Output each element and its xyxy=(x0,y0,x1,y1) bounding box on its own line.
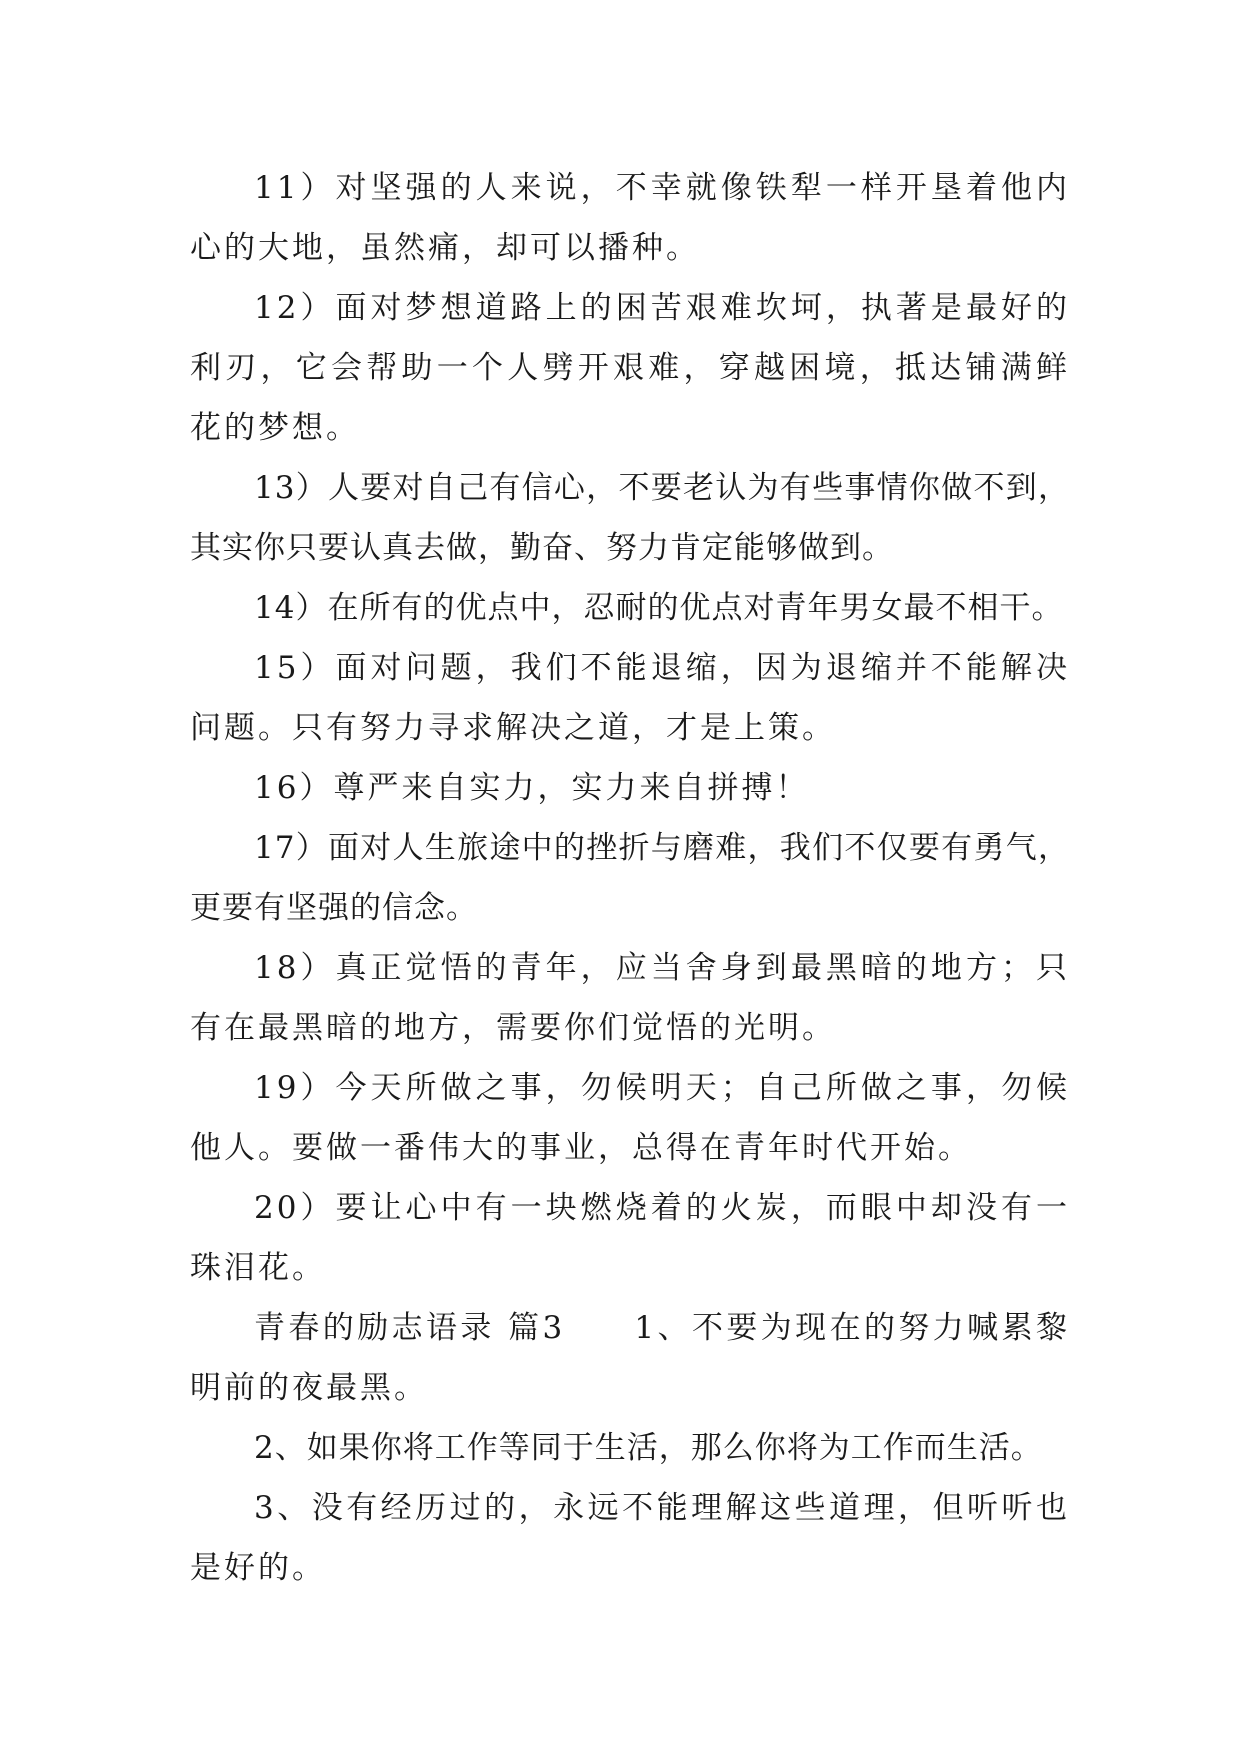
paragraph-quote-16: 16）尊严来自实力，实力来自拼搏！ xyxy=(254,770,810,806)
paragraph-section-3-heading: 青春的励志语录 篇3 1、不要为现在的努力喊累黎明前的夜最黑。 xyxy=(190,1310,1070,1406)
paragraph-quote-15: 15）面对问题，我们不能退缩，因为退缩并不能解决问题。只有努力寻求解决之道，才是上策。 xyxy=(190,650,1070,746)
paragraph-section-3-item-2: 2、如果你将工作等同于生活，那么你将为工作而生活。 xyxy=(254,1430,1043,1466)
paragraph-quote-12: 12）面对梦想道路上的困苦艰难坎坷，执著是最好的利刃，它会帮助一个人劈开艰难，穿越困境，抵达铺满鲜花的梦想。 xyxy=(190,290,1070,446)
paragraph-quote-18: 18）真正觉悟的青年，应当舍身到最黑暗的地方；只有在最黑暗的地方，需要你们觉悟的光明。 xyxy=(190,950,1070,1046)
paragraph-quote-11: 11）对坚强的人来说，不幸就像铁犁一样开垦着他内心的大地，虽然痛，却可以播种。 xyxy=(190,170,1070,266)
paragraph-quote-13: 13）人要对自己有信心，不要老认为有些事情你做不到，其实你只要认真去做，勤奋、努力肯定能够做到。 xyxy=(190,470,1070,566)
document-body xyxy=(190,158,1070,1598)
paragraph-quote-20: 20）要让心中有一块燃烧着的火炭，而眼中却没有一珠泪花。 xyxy=(190,1190,1070,1286)
paragraph-section-3-item-3: 3、没有经历过的，永远不能理解这些道理，但听听也是好的。 xyxy=(190,1490,1070,1586)
paragraph-quote-19: 19）今天所做之事，勿候明天；自己所做之事，勿候他人。要做一番伟大的事业，总得在青年时代开始。 xyxy=(190,1070,1070,1166)
paragraph-quote-14: 14）在所有的优点中，忍耐的优点对青年男女最不相干。 xyxy=(254,590,1064,626)
paragraph-quote-17: 17）面对人生旅途中的挫折与磨难，我们不仅要有勇气，更要有坚强的信念。 xyxy=(190,830,1070,926)
